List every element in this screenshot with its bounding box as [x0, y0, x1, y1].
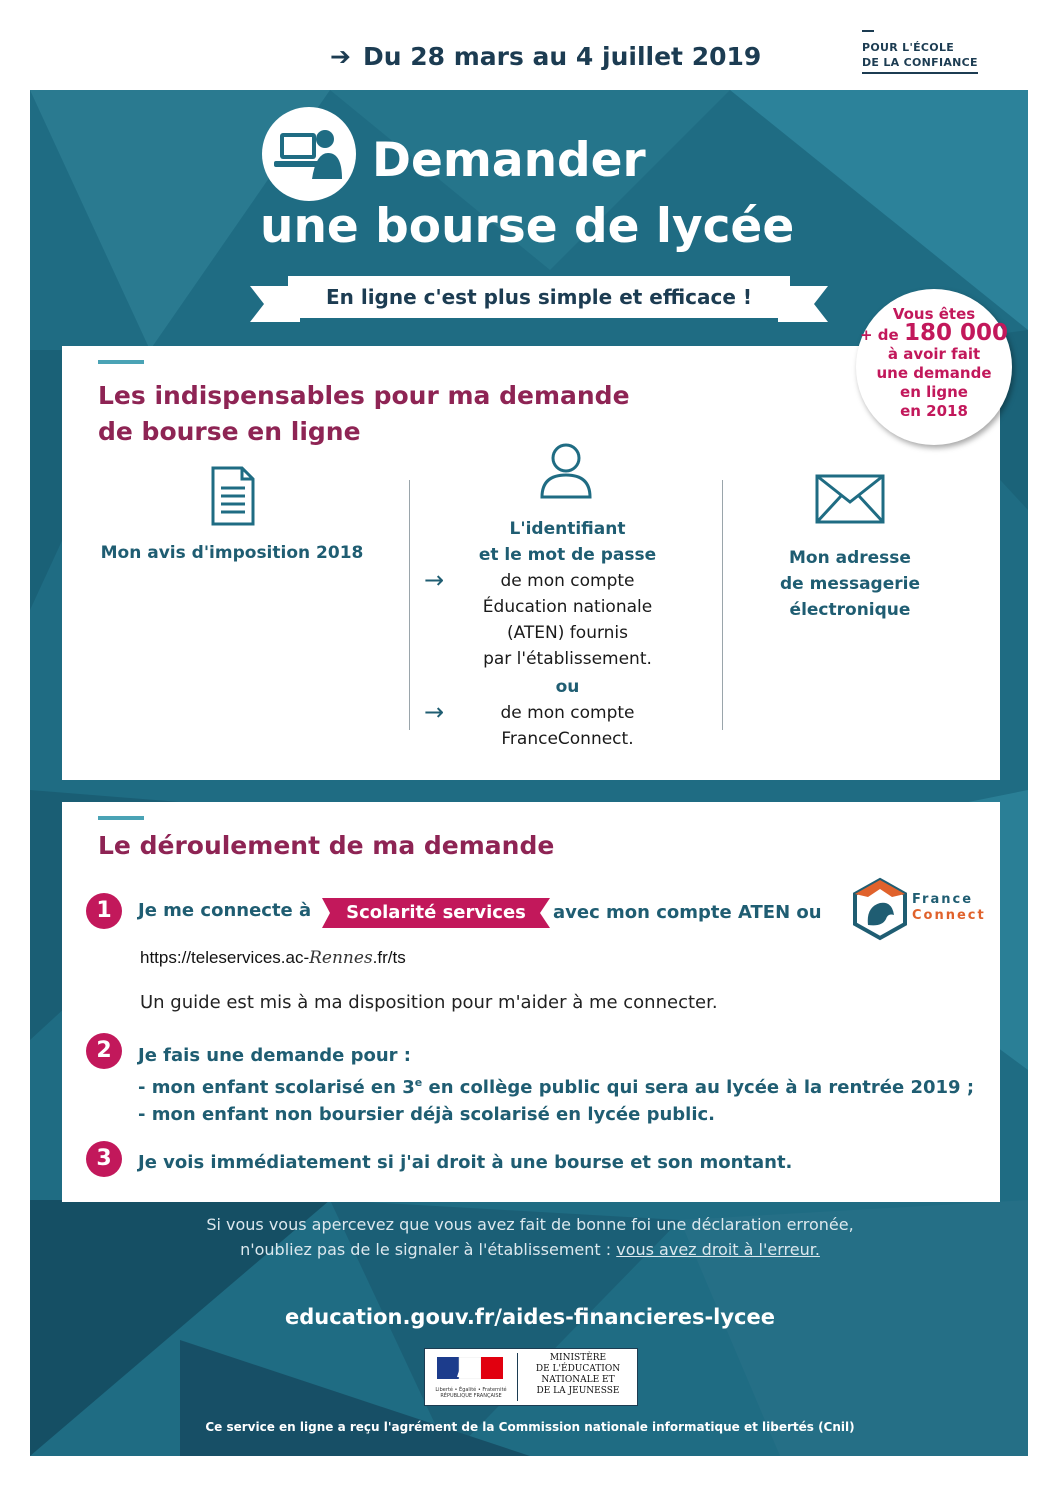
- tax-notice-label: Mon avis d'imposition 2018: [100, 543, 364, 563]
- title-line1: Demander: [372, 133, 646, 188]
- stats-badge: Vous êtes + de 180 000 à avoir fait une demande en ligne en 2018: [856, 289, 1012, 445]
- brand-line1: POUR L'ÉCOLE: [862, 41, 955, 54]
- step-number-1: 1: [86, 893, 122, 929]
- campaign-dates: [330, 42, 761, 71]
- scolarite-services-link[interactable]: [322, 898, 550, 928]
- step-3-text: Je vois immédiatement si j'ai droit à une bourse et son montant.: [138, 1152, 793, 1173]
- cnil-statement: Ce service en ligne a reçu l'agrément de la Commission nationale informatique et libertés (Cnil): [205, 1420, 855, 1434]
- teleservices-url-link[interactable]: https://teleservices.ac-Rennes.fr/ts: [140, 948, 406, 968]
- franceconnect-logo-icon[interactable]: [848, 877, 912, 941]
- brand-logo: [862, 30, 978, 74]
- gov-motto: Liberté • Égalité • Fraternité: [435, 1387, 507, 1393]
- step-number-2: 2: [86, 1033, 122, 1069]
- envelope-icon: [815, 474, 885, 524]
- credentials-label: L'identifiant et le mot de passe: [478, 519, 657, 565]
- process-heading: Le déroulement de ma demande: [98, 831, 555, 860]
- aten-account-text: de mon compte Éducation nationale (ATEN) fournis par l'établissement.: [482, 571, 653, 669]
- arrow-right-icon: ➔: [330, 42, 351, 71]
- handwritten-academy: Rennes: [309, 948, 373, 968]
- gov-republic: RÉPUBLIQUE FRANÇAISE: [440, 1393, 502, 1399]
- step-number-3: 3: [86, 1141, 122, 1177]
- campaign-dates-text: Du 28 mars au 4 juillet 2019: [362, 42, 762, 71]
- arrow-right-icon: →: [424, 698, 445, 726]
- tagline-text: En ligne c'est plus simple et efficace !: [288, 276, 790, 318]
- step-1-text-before: Je me connecte à: [138, 900, 312, 921]
- or-label: ou: [555, 677, 580, 697]
- title-line2: une bourse de lycée: [260, 199, 795, 254]
- ministry-name: MINISTÈRE DE L'ÉDUCATION NATIONALE ET DE LA JEUNESSE: [535, 1353, 621, 1396]
- page-title: [260, 128, 794, 260]
- scolarite-services-label: Scolarité services: [346, 902, 526, 923]
- website-link[interactable]: education.gouv.fr/aides-financieres-lycee: [285, 1305, 775, 1329]
- arrow-right-icon: →: [424, 566, 445, 594]
- step-1-text-after: avec mon compte ATEN ou: [553, 902, 822, 923]
- marianne-flag-icon: [437, 1357, 503, 1379]
- franceconnect-account-text: de mon compte FranceConnect.: [500, 703, 635, 749]
- tagline-ribbon: [250, 276, 828, 320]
- ministry-logo: [424, 1348, 638, 1406]
- brand-line2: DE LA CONFIANCE: [862, 55, 978, 74]
- error-right-link[interactable]: vous avez droit à l'erreur.: [616, 1240, 820, 1259]
- franceconnect-wordmark: France Connect: [912, 892, 986, 923]
- document-icon: [210, 466, 256, 526]
- guide-text: Un guide est mis à ma disposition pour m'aider à me connecter.: [140, 992, 718, 1013]
- user-icon: [538, 440, 594, 500]
- requirements-heading: Les indispensables pour ma demande de bourse en ligne: [98, 381, 630, 446]
- email-label: Mon adresse de messagerie électronique: [779, 548, 920, 620]
- step-2-text: Je fais une demande pour : - mon enfant scolarisé en 3e en collège public qui sera au lycée à la rentrée 2019 ; - mon enfant non boursier déjà scolarisé en lycée public.: [138, 1045, 975, 1125]
- error-right-note: Si vous vous apercevez que vous avez fait de bonne foi une déclaration erronée, n'oubliez pas de le signaler à l'établissement : vous avez droit à l'erreur.: [206, 1215, 854, 1259]
